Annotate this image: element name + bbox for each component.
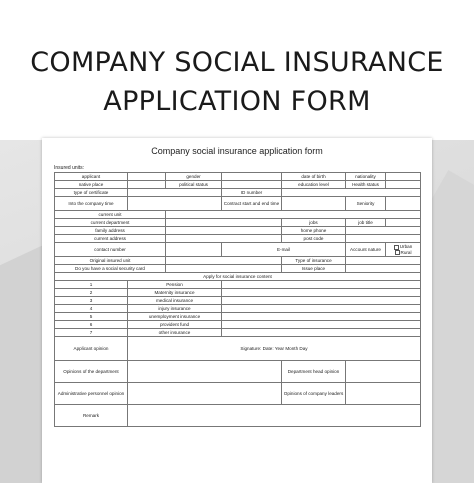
current-unit-label: current unit [55, 211, 166, 219]
item-number: 5 [55, 313, 128, 321]
seniority-label: Seniority [346, 197, 386, 211]
jobs-label: jobs [282, 219, 346, 227]
gender-field[interactable] [222, 173, 282, 181]
table-row [55, 211, 421, 219]
account-nature-options [386, 243, 421, 257]
nationality-label: nationality [346, 173, 386, 181]
native-place-label: native place [55, 181, 128, 189]
insured-units-label: Insured units: [54, 165, 85, 171]
certificate-type-label: type of certificate [55, 189, 128, 197]
current-department-field[interactable] [166, 219, 282, 227]
nationality-field[interactable] [386, 173, 421, 181]
insurance-item-name: Maternity insurance [128, 289, 222, 297]
social-security-card-field[interactable] [166, 265, 282, 273]
apply-for-content-header: Apply for social insurance content [55, 273, 421, 281]
application-table [54, 172, 421, 427]
political-status-label: political status [166, 181, 222, 189]
id-number-label: ID number [222, 189, 282, 197]
table-row [55, 273, 421, 281]
table-row [55, 383, 421, 405]
insurance-item-field[interactable] [222, 297, 421, 305]
insurance-item-name: injury insurance [128, 305, 222, 313]
applicant-opinion-label: Applicant opinion [55, 337, 128, 361]
department-opinions-field[interactable] [128, 361, 282, 383]
table-row [55, 197, 421, 211]
table-row [55, 329, 421, 337]
social-security-card-label: Do you have a social security card [55, 265, 166, 273]
certificate-type-field[interactable] [128, 189, 222, 197]
department-opinions-label: Opinions of the department [55, 361, 128, 383]
insurance-item-field[interactable] [222, 281, 421, 289]
table-row [55, 265, 421, 273]
date-of-birth-label: date of birth [282, 173, 346, 181]
leaders-opinion-field[interactable] [346, 383, 421, 405]
contact-number-field[interactable] [166, 243, 222, 257]
education-level-label: education level [282, 181, 346, 189]
table-row [55, 235, 421, 243]
insurance-item-field[interactable] [222, 321, 421, 329]
job-title-field[interactable] [386, 219, 421, 227]
contact-number-label: contact number [55, 243, 166, 257]
table-row [55, 321, 421, 329]
table-row [55, 181, 421, 189]
table-row [55, 405, 421, 427]
gender-label: gender [166, 173, 222, 181]
urban-option[interactable]: Urban [387, 244, 419, 249]
type-of-insurance-label: Type of insurance [282, 257, 346, 265]
form-sheet [42, 138, 432, 483]
admin-opinion-label: Administrative personnel opinion [55, 383, 128, 405]
id-number-field[interactable] [282, 189, 421, 197]
page-title-line-1: COMPANY SOCIAL INSURANCE [30, 47, 444, 78]
insurance-item-field[interactable] [222, 329, 421, 337]
checkbox-icon [394, 245, 399, 250]
remark-field[interactable] [128, 405, 421, 427]
leaders-opinion-label: Opinions of company leaders [282, 383, 346, 405]
table-row [55, 243, 421, 257]
insurance-item-name: unemployment insurance [128, 313, 222, 321]
insurance-item-name: provident fund [128, 321, 222, 329]
item-number: 2 [55, 289, 128, 297]
family-address-field[interactable] [166, 227, 282, 235]
applicant-label: applicant [55, 173, 128, 181]
job-title-label: job title [346, 219, 386, 227]
seniority-field[interactable] [386, 197, 421, 211]
table-row [55, 297, 421, 305]
item-number: 7 [55, 329, 128, 337]
table-row [55, 305, 421, 313]
page-title-line-2: APPLICATION FORM [103, 86, 371, 117]
table-row [55, 313, 421, 321]
item-number: 1 [55, 281, 128, 289]
into-company-time-field[interactable] [128, 197, 222, 211]
table-row [55, 173, 421, 181]
current-unit-field[interactable] [166, 211, 421, 219]
insurance-item-name: medical insurance [128, 297, 222, 305]
table-row [55, 361, 421, 383]
item-number: 6 [55, 321, 128, 329]
insurance-item-name: other insurance [128, 329, 222, 337]
remark-label: Remark [55, 405, 128, 427]
type-of-insurance-field[interactable] [346, 257, 421, 265]
post-code-field[interactable] [346, 235, 421, 243]
item-number: 4 [55, 305, 128, 313]
current-department-label: current department [55, 219, 166, 227]
account-nature-label: Account nature [346, 243, 386, 257]
table-row [55, 219, 421, 227]
original-insured-unit-field[interactable] [166, 257, 282, 265]
contract-time-label: Contract start and end time [222, 197, 282, 211]
current-address-field[interactable] [166, 235, 282, 243]
checkbox-icon [395, 250, 400, 255]
issue-place-field[interactable] [346, 265, 421, 273]
contract-time-field[interactable] [282, 197, 346, 211]
table-row [55, 337, 421, 361]
issue-place-label: Issue place [282, 265, 346, 273]
table-row [55, 189, 421, 197]
department-head-opinion-field[interactable] [346, 361, 421, 383]
health-status-field[interactable] [386, 181, 421, 189]
insurance-item-name: Pension [128, 281, 222, 289]
home-phone-field[interactable] [346, 227, 421, 235]
home-phone-label: home phone [282, 227, 346, 235]
table-row [55, 257, 421, 265]
insurance-item-field[interactable] [222, 305, 421, 313]
health-status-label: Health status [346, 181, 386, 189]
current-address-label: current address [55, 235, 166, 243]
table-row [55, 289, 421, 297]
table-row [55, 227, 421, 235]
insurance-item-field[interactable] [222, 289, 421, 297]
applicant-field[interactable] [128, 173, 166, 181]
rural-option[interactable]: Rural [387, 250, 419, 255]
into-company-time-label: Into the company time [55, 197, 128, 211]
insurance-item-field[interactable] [222, 313, 421, 321]
admin-opinion-field[interactable] [128, 383, 282, 405]
item-number: 3 [55, 297, 128, 305]
native-place-field[interactable] [128, 181, 166, 189]
family-address-label: family address [55, 227, 166, 235]
table-row [55, 281, 421, 289]
post-code-label: post code [282, 235, 346, 243]
form-heading: Company social insurance application form [151, 146, 323, 156]
original-insured-unit-label: Original insured unit [55, 257, 166, 265]
signature-line[interactable]: Signature: Date: Year Month Day [128, 337, 421, 361]
political-status-field[interactable] [222, 181, 282, 189]
email-label: E-mail [222, 243, 346, 257]
department-head-opinion-label: Department head opinion [282, 361, 346, 383]
